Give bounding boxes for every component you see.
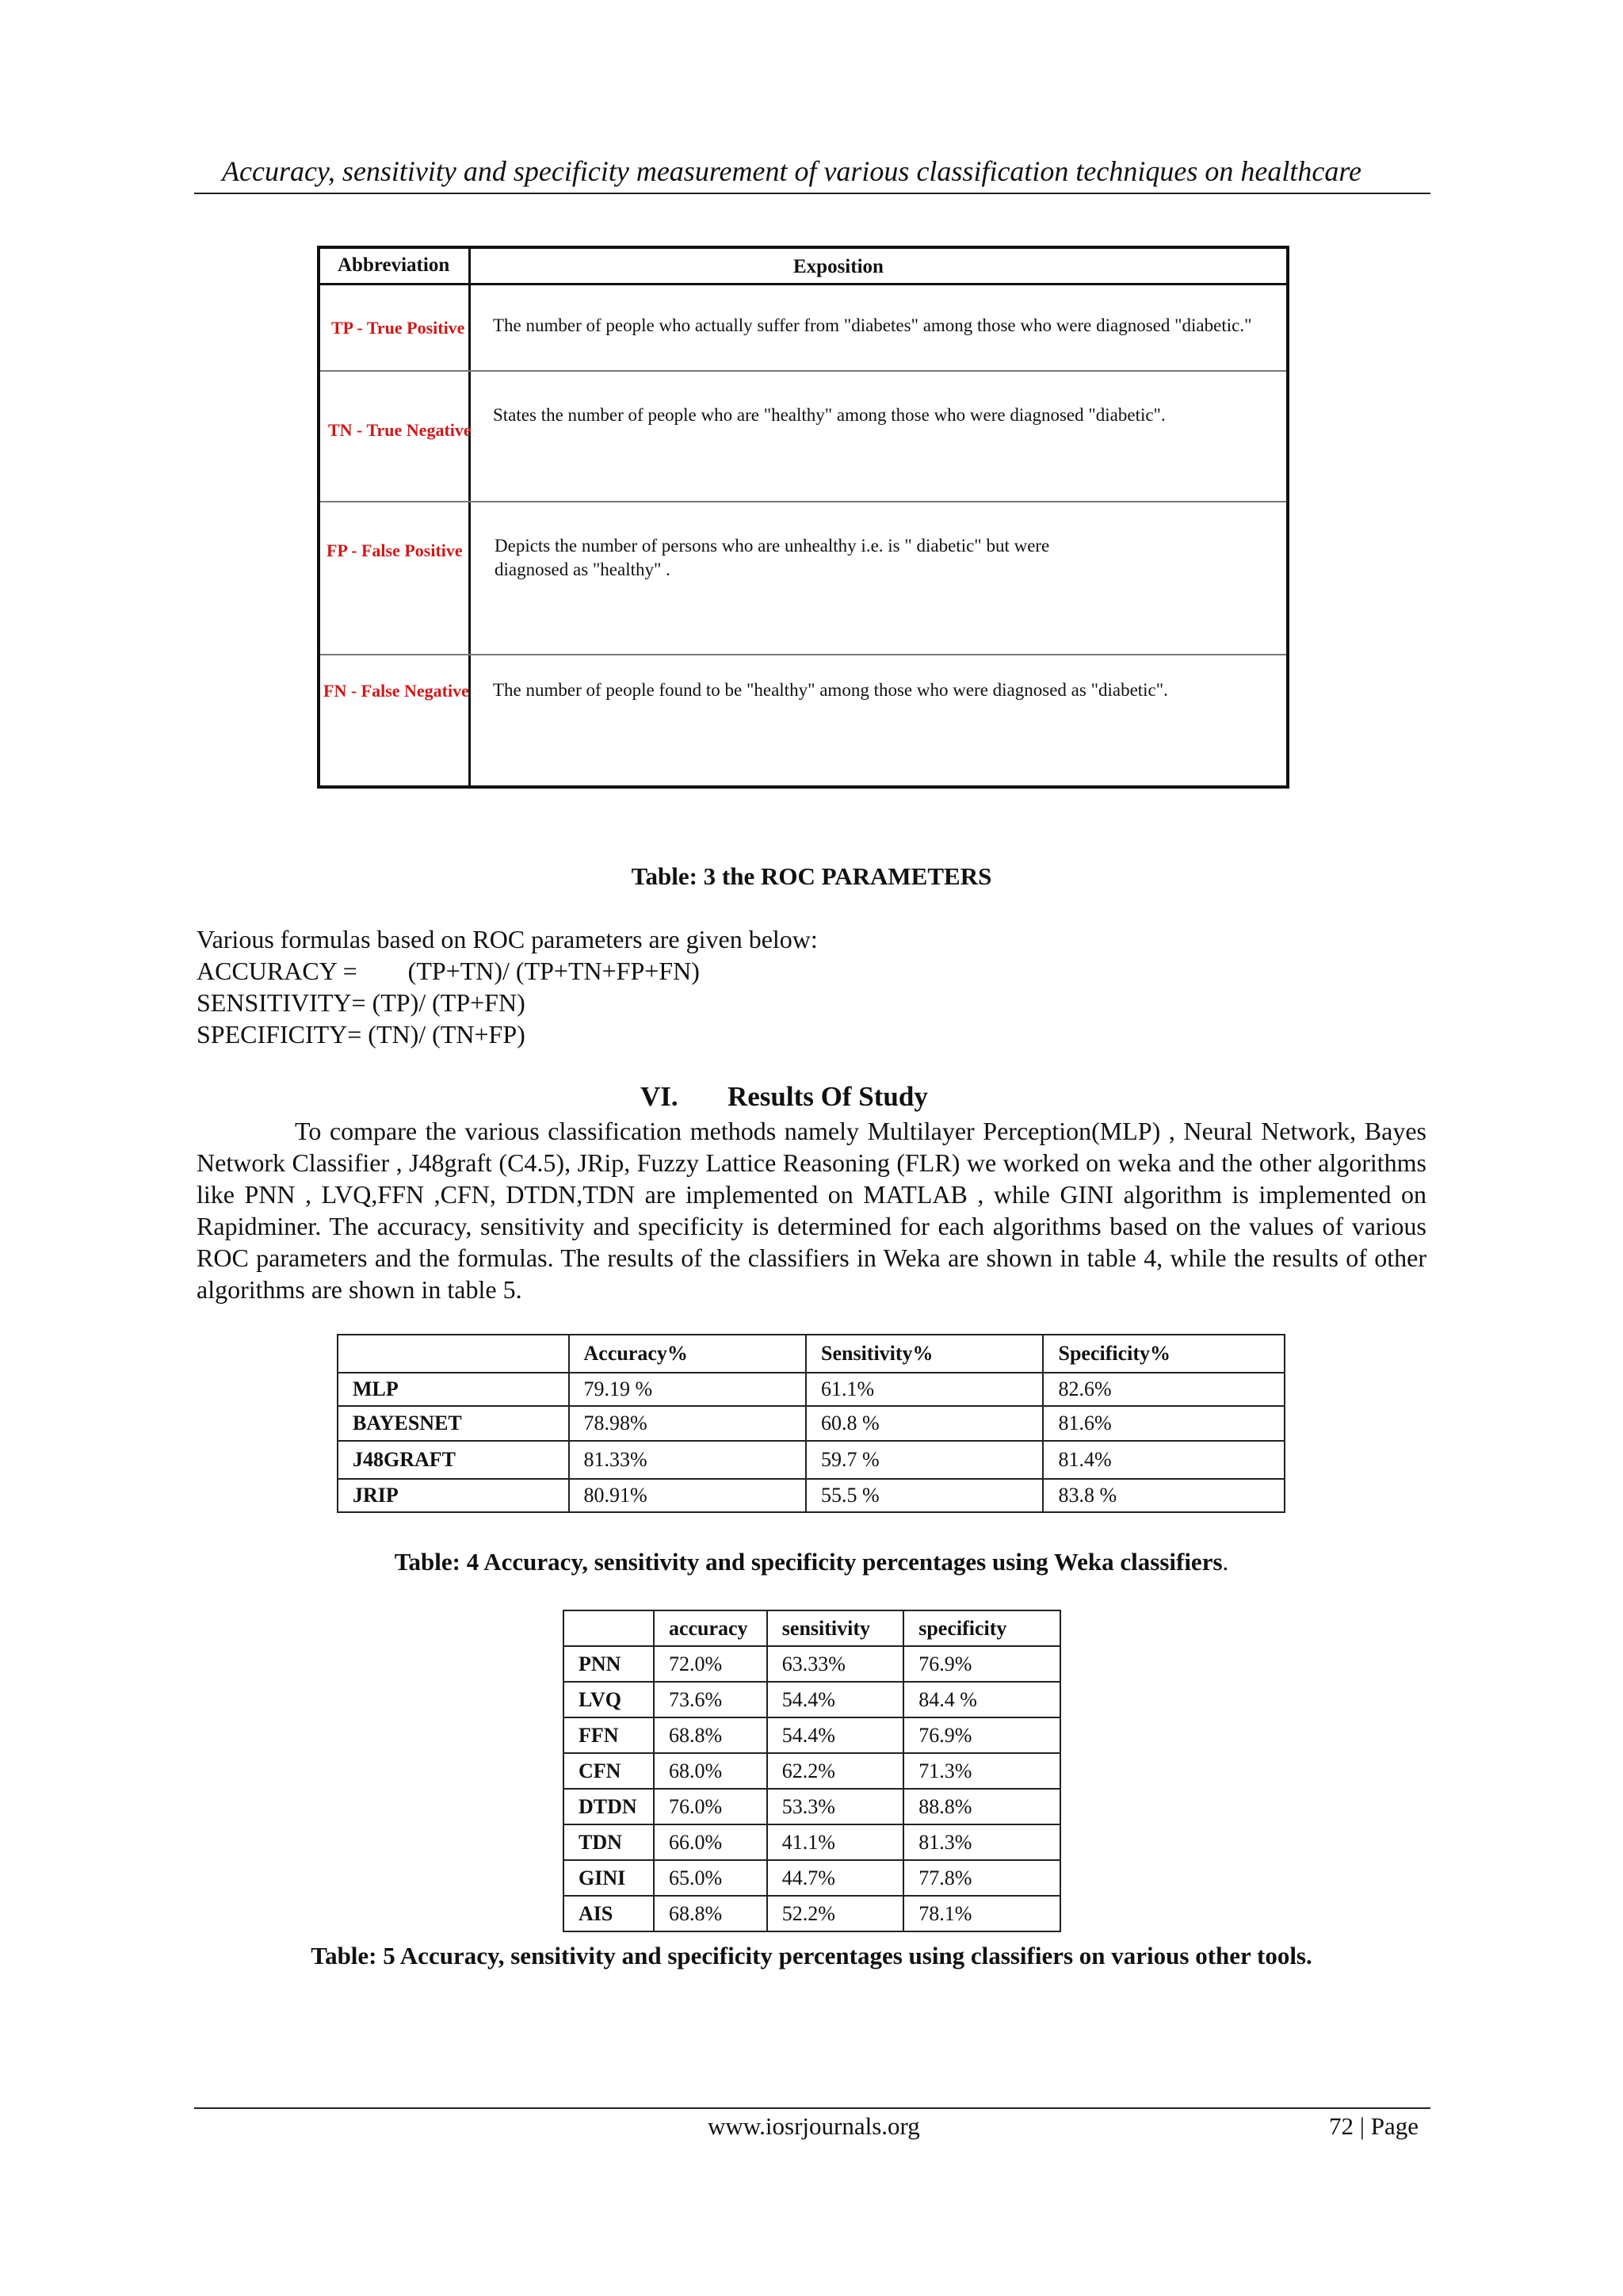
table-cell-exposition: States the number of people who are "healthy" among those who were diagnosed "diabetic". (493, 405, 1166, 425)
table-cell: 81.3% (903, 1824, 1060, 1860)
table-cell-classifier: J48GRAFT (338, 1441, 569, 1479)
table-row (563, 1646, 1060, 1682)
table-cell-exposition: The number of people found to be "healthy" among those who were diagnosed as "diabetic". (493, 680, 1168, 700)
table-cell-abbr: FP - False Positive (327, 541, 463, 560)
table-cell: 68.8% (654, 1717, 767, 1753)
table-cell: 62.2% (767, 1753, 903, 1789)
table-cell: 54.4% (767, 1717, 903, 1753)
table-header-cell: Accuracy% (569, 1335, 806, 1373)
table-row (563, 1789, 1060, 1824)
table-header-cell: sensitivity (767, 1610, 903, 1646)
table-cell: 81.6% (1043, 1406, 1285, 1441)
other-tools-results-table (563, 1610, 1061, 1932)
table-cell: 68.8% (654, 1896, 767, 1931)
table-header-row (563, 1610, 1060, 1646)
table-cell: 53.3% (767, 1789, 903, 1824)
table-cell: 80.91% (569, 1479, 806, 1512)
table-cell: 54.4% (767, 1682, 903, 1717)
table-cell-classifier: BAYESNET (338, 1406, 569, 1441)
table-cell: 76.9% (903, 1717, 1060, 1753)
table-header-cell: specificity (903, 1610, 1060, 1646)
table-cell: 41.1% (767, 1824, 903, 1860)
table-row (338, 1441, 1285, 1479)
table-cell-abbr: TP - True Positive (331, 318, 465, 338)
table-cell: 61.1% (806, 1373, 1044, 1406)
table-cell: 66.0% (654, 1824, 767, 1860)
table-header-cell: Specificity% (1043, 1335, 1285, 1373)
table-cell: 68.0% (654, 1753, 767, 1789)
table-column-divider (468, 249, 471, 785)
formula-specificity: SPECIFICITY= (TN)/ (TN+FP) (197, 1020, 525, 1049)
table-cell: 63.33% (767, 1646, 903, 1682)
table-cell-classifier: JRIP (338, 1479, 569, 1512)
table-header-abbreviation: Abbreviation (338, 254, 450, 276)
footer-url: www.iosrjournals.org (708, 2112, 920, 2140)
table-cell-abbr: TN - True Negative (328, 420, 472, 440)
table-cell-classifier: MLP (338, 1373, 569, 1406)
table-cell: 77.8% (903, 1860, 1060, 1896)
table-row (563, 1717, 1060, 1753)
table-cell-classifier: DTDN (563, 1789, 654, 1824)
table-cell-classifier: CFN (563, 1753, 654, 1789)
paragraph-text: To compare the various classification methods namely Multilayer Perception(MLP) , Neural Network, Bayes Network Classifier , J48graft (C4.5), JRip, Fuzzy Lattice Reasoning (FLR) we worked on weka and the other algorithms like PNN , LVQ,FFN ,CFN, DTDN,TDN are implemented on MATLAB , while GINI algorithm is implemented on Rapidminer. The accuracy, sensitivity and specificity is determined for each algorithms based on the values of various ROC parameters and the formulas. The results of the classifiers in Weka are shown in table 4, while the results of other algorithms are shown in table 5. (197, 1117, 1426, 1304)
footer-divider (194, 2107, 1430, 2109)
table-row (338, 1406, 1285, 1441)
table-4-caption (0, 1548, 1623, 1576)
table-header-exposition: Exposition (793, 256, 884, 277)
table-3-caption: Table: 3 the ROC PARAMETERS (631, 862, 992, 890)
table-cell: 82.6% (1043, 1373, 1285, 1406)
section-number: VI. (640, 1081, 678, 1112)
table-header-cell: accuracy (654, 1610, 767, 1646)
weka-results-table (337, 1334, 1285, 1513)
table-cell: 52.2% (767, 1896, 903, 1931)
formula-accuracy: ACCURACY = (TP+TN)/ (TP+TN+FP+FN) (197, 957, 700, 985)
table-row-divider (320, 654, 1286, 655)
formula-sensitivity: SENSITIVITY= (TP)/ (TP+FN) (197, 988, 525, 1017)
table-4-caption-period: . (1222, 1548, 1229, 1576)
table-cell-classifier: AIS (563, 1896, 654, 1931)
table-cell: 81.4% (1043, 1441, 1285, 1479)
table-cell: 79.19 % (569, 1373, 806, 1406)
table-5-caption: Table: 5 Accuracy, sensitivity and specificity percentages using classifiers on various other tools. (311, 1942, 1312, 1969)
section-title: Results Of Study (727, 1081, 928, 1112)
header-divider (194, 193, 1430, 194)
table-row-divider (320, 501, 1286, 502)
table-cell-classifier: TDN (563, 1824, 654, 1860)
table-cell-exposition: Depicts the number of persons who are unhealthy i.e. is " diabetic" but were diagnosed as "healthy" . (495, 536, 1050, 579)
table-row (338, 1479, 1285, 1512)
page-number: 72 | Page (1329, 2112, 1419, 2140)
table-cell: 88.8% (903, 1789, 1060, 1824)
table-cell: 44.7% (767, 1860, 903, 1896)
table-cell-classifier: FFN (563, 1717, 654, 1753)
table-row (563, 1753, 1060, 1789)
table-cell-classifier: PNN (563, 1646, 654, 1682)
table-cell: 76.9% (903, 1646, 1060, 1682)
table-cell: 76.0% (654, 1789, 767, 1824)
table-row (563, 1824, 1060, 1860)
table-cell-classifier: LVQ (563, 1682, 654, 1717)
table-header-row (338, 1335, 1285, 1373)
table-cell: 59.7 % (806, 1441, 1044, 1479)
table-cell: 72.0% (654, 1646, 767, 1682)
table-header-cell (563, 1610, 654, 1646)
roc-parameters-table (317, 246, 1289, 789)
results-paragraph (197, 1115, 1426, 1305)
table-cell: 83.8 % (1043, 1479, 1285, 1512)
table-cell: 84.4 % (903, 1682, 1060, 1717)
table-row (563, 1860, 1060, 1896)
table-header-cell (338, 1335, 569, 1373)
table-row-divider (320, 370, 1286, 372)
table-header-divider (320, 283, 1286, 285)
table-cell: 60.8 % (806, 1406, 1044, 1441)
table-cell: 78.1% (903, 1896, 1060, 1931)
table-header-cell: Sensitivity% (806, 1335, 1044, 1373)
table-cell: 65.0% (654, 1860, 767, 1896)
table-row (563, 1896, 1060, 1931)
table-cell: 73.6% (654, 1682, 767, 1717)
table-row (338, 1373, 1285, 1406)
table-cell: 78.98% (569, 1406, 806, 1441)
table-4-caption-text: Table: 4 Accuracy, sensitivity and specificity percentages using Weka classifiers (394, 1548, 1223, 1576)
table-cell-exposition: The number of people who actually suffer from "diabetes" among those who were diagnosed "diabetic." (493, 315, 1252, 335)
table-cell: 71.3% (903, 1753, 1060, 1789)
formulas-intro: Various formulas based on ROC parameters are given below: (197, 925, 818, 953)
table-cell: 81.33% (569, 1441, 806, 1479)
table-cell: 55.5 % (806, 1479, 1044, 1512)
table-row (563, 1682, 1060, 1717)
table-cell-classifier: GINI (563, 1860, 654, 1896)
running-header: Accuracy, sensitivity and specificity measurement of various classification techniques on healthcare (222, 155, 1361, 187)
table-cell-abbr: FN - False Negative (323, 681, 469, 701)
